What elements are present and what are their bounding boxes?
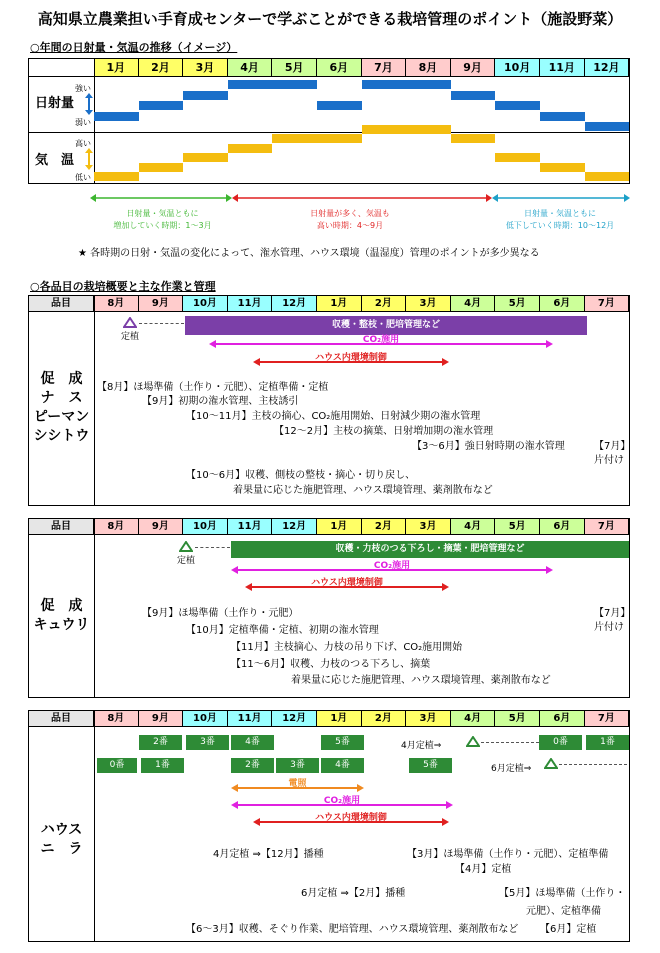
hinmoku-header: 品目: [29, 296, 94, 311]
temp-bar: [317, 134, 362, 143]
temp-bar: [540, 163, 585, 172]
crop1-house-label: ハウス内環境制御: [315, 353, 387, 363]
month-header-cell: 2月: [362, 711, 407, 726]
climate-month-12: 12月: [585, 59, 630, 76]
harvest-cut-box: 5番: [409, 758, 452, 773]
harvest-cut-box: 1番: [586, 735, 629, 750]
crop3-house-label: ハウス内環境制御: [315, 813, 387, 823]
section1-heading: ○年間の日射量・気温の推移（イメージ）: [30, 41, 238, 54]
crop3-co2-label: CO₂施用: [323, 796, 361, 806]
month-header-cell: 1月: [317, 296, 362, 311]
crop3-teishoku-apr: 4月定植⇒: [401, 741, 442, 751]
climate-month-2: 2月: [139, 59, 184, 76]
solar-bar: [362, 80, 407, 89]
climate-month-4: 4月: [228, 59, 273, 76]
month-header-cell: 8月: [94, 711, 139, 726]
month-header-cell: 12月: [272, 711, 317, 726]
crop1-task: 【10～11月】主枝の摘心、CO₂施用開始、日射減少期の潅水管理: [186, 411, 481, 422]
crop2-task: 【10月】定植準備・定植、初期の潅水管理: [186, 625, 379, 636]
temp-bar: [495, 153, 540, 162]
harvest-cut-box: 2番: [139, 735, 182, 750]
climate-month-10: 10月: [495, 59, 540, 76]
month-header-cell: 3月: [406, 296, 451, 311]
crop2-co2-label: CO₂施用: [373, 561, 411, 571]
crop3-task: 元肥）、定植準備: [526, 906, 601, 917]
climate-chart: [28, 58, 630, 184]
crop1-task: 片付け: [594, 455, 624, 466]
harvest-cut-box: 3番: [186, 735, 229, 750]
section2-heading: ○各品目の栽培概要と主な作業と管理: [30, 280, 216, 293]
month-header-cell: 6月: [540, 296, 585, 311]
month-header-cell: 6月: [540, 711, 585, 726]
month-header-cell: 9月: [139, 296, 184, 311]
month-header-cell: 11月: [228, 711, 273, 726]
crop2-harvest-bar: 収穫・力枝のつる下ろし・摘葉・肥培管理など: [231, 541, 629, 558]
crop1-task: 【10～6月】収穫、側枝の整枝・摘心・切り戻し、: [186, 470, 416, 481]
temp-label: 気 温: [35, 153, 75, 168]
month-header-cell: 9月: [139, 711, 184, 726]
period2-text: 日射量が多く、気温も 高い時期：4～9月: [310, 209, 390, 230]
page-title: 高知県立農業担い手育成センターで学ぶことができる栽培管理のポイント（施設野菜）: [37, 10, 623, 28]
climate-month-3: 3月: [183, 59, 228, 76]
month-header-cell: 3月: [406, 519, 451, 534]
crop3-name: ハウス ニ ラ: [40, 822, 83, 857]
climate-month-8: 8月: [406, 59, 451, 76]
crop2-task: 【11月】主枝摘心、力枝の吊り下げ、CO₂施用開始: [231, 642, 463, 653]
crop1-task: 【12～2月】主枝の摘葉、日射増加期の潅水管理: [274, 426, 494, 437]
crop2-name: 促 成 キュウリ: [33, 598, 90, 633]
month-header-cell: 8月: [94, 296, 139, 311]
temp-bar: [406, 125, 451, 134]
crop2-panel: [28, 518, 630, 698]
planting-triangle-icon: [544, 758, 558, 769]
solar-arrow-icon: [85, 93, 93, 115]
harvest-cut-box: 5番: [321, 735, 364, 750]
month-header-cell: 8月: [94, 519, 139, 534]
crop2-task: 【11～6月】収穫、力枝のつる下ろし、摘葉: [231, 659, 431, 670]
planting-triangle-icon: [179, 541, 193, 552]
crop3-denshou-label: 電照: [288, 779, 307, 789]
solar-bar: [183, 91, 228, 100]
month-header-cell: 7月: [585, 519, 630, 534]
crop1-harvest-bar: 収穫・整枝・肥培管理など: [185, 316, 587, 335]
temp-low: 低い: [75, 173, 91, 182]
month-header-cell: 11月: [228, 519, 273, 534]
harvest-cut-box: 2番: [231, 758, 274, 773]
period-arrows: [90, 192, 630, 204]
crop1-task: 【9月】初期の潅水管理、主枝誘引: [142, 396, 299, 407]
temp-bar: [183, 153, 228, 162]
climate-month-7: 7月: [362, 59, 407, 76]
crop2-task: 片付け: [594, 622, 624, 633]
month-header-cell: 4月: [451, 296, 496, 311]
month-header-cell: 4月: [451, 519, 496, 534]
crop1-name: 促 成 ナ ス ピーマン シシトウ: [33, 371, 90, 444]
month-header-cell: 6月: [540, 519, 585, 534]
month-header-cell: 5月: [495, 519, 540, 534]
solar-bar: [585, 122, 630, 131]
month-header-cell: 11月: [228, 296, 273, 311]
crop3-task: 6月定植 ⇒【2月】播種: [301, 888, 406, 899]
month-header-cell: 9月: [139, 519, 184, 534]
hinmoku-header: 品目: [29, 519, 94, 534]
crop2-house-label: ハウス内環境制御: [311, 578, 383, 588]
planting-triangle-icon: [466, 736, 480, 747]
climate-month-1: 1月: [94, 59, 139, 76]
temp-high: 高い: [75, 139, 91, 148]
month-header-cell: 5月: [495, 296, 540, 311]
crop3-task: 【6～3月】収穫、そぐり作業、肥培管理、ハウス環境管理、薬剤散布など: [186, 924, 519, 935]
crop2-teishoku: 定植: [177, 556, 196, 566]
solar-bar: [139, 101, 184, 110]
month-header-cell: 4月: [451, 711, 496, 726]
month-header-cell: 1月: [317, 711, 362, 726]
solar-bar: [451, 91, 496, 100]
crop3-task: 【3月】ほ場準備（土作り・元肥）、定植準備: [407, 849, 609, 860]
temp-bar: [228, 144, 273, 153]
solar-bar: [406, 80, 451, 89]
climate-month-11: 11月: [540, 59, 585, 76]
month-header-cell: 12月: [272, 519, 317, 534]
period3-text: 日射量・気温ともに 低下していく時期：10～12月: [505, 209, 615, 230]
harvest-cut-box: 0番: [97, 758, 137, 773]
crop3-task: 【6月】定植: [540, 924, 597, 935]
crop3-panel: [28, 710, 630, 942]
climate-month-9: 9月: [451, 59, 496, 76]
solar-bar: [317, 101, 362, 110]
planting-triangle-icon: [123, 317, 137, 328]
harvest-cut-box: 4番: [321, 758, 364, 773]
month-header-cell: 5月: [495, 711, 540, 726]
climate-month-6: 6月: [317, 59, 362, 76]
crop2-task: 【9月】ほ場準備（土作り・元肥）: [142, 608, 299, 619]
temp-bar: [272, 134, 317, 143]
solar-bar: [272, 80, 317, 89]
crop1-panel: [28, 295, 630, 506]
solar-label: 日射量: [35, 96, 75, 111]
month-header-cell: 10月: [183, 296, 228, 311]
crop1-task: 【3～6月】強日射時期の潅水管理: [412, 441, 565, 452]
month-header-cell: 1月: [317, 519, 362, 534]
climate-month-5: 5月: [272, 59, 317, 76]
solar-high: 強い: [75, 84, 91, 93]
month-header-cell: 2月: [362, 296, 407, 311]
solar-bar: [495, 101, 540, 110]
month-header-cell: 2月: [362, 519, 407, 534]
climate-note: ★ 各時期の日射・気温の変化によって、潅水管理、ハウス環境（温湿度）管理のポイントが多少異なる: [78, 248, 540, 259]
harvest-cut-box: 0番: [539, 735, 582, 750]
solar-bar: [228, 80, 273, 89]
harvest-cut-box: 1番: [141, 758, 184, 773]
temp-bar: [362, 125, 407, 134]
crop2-task: 着果量に応じた施肥管理、ハウス環境管理、薬剤散布など: [291, 675, 551, 686]
crop1-task: 着果量に応じた施肥管理、ハウス環境管理、薬剤散布など: [233, 485, 493, 496]
month-header-cell: 10月: [183, 711, 228, 726]
temp-arrow-icon: [85, 148, 93, 170]
hinmoku-header: 品目: [29, 711, 94, 726]
crop1-task: 【8月】ほ場準備（土作り・元肥）、定植準備・定植: [97, 382, 329, 393]
solar-bar: [94, 112, 139, 121]
solar-bar: [540, 112, 585, 121]
crop1-task: 【7月】: [594, 441, 631, 452]
temp-bar: [585, 172, 630, 181]
harvest-cut-box: 3番: [276, 758, 319, 773]
harvest-cut-box: 4番: [231, 735, 274, 750]
crop3-task: 4月定植 ⇒【12月】播種: [213, 849, 324, 860]
month-header-cell: 7月: [585, 711, 630, 726]
month-header-cell: 7月: [585, 296, 630, 311]
month-header-cell: 10月: [183, 519, 228, 534]
crop3-task: 【5月】ほ場準備（土作り・: [499, 888, 626, 899]
crop3-teishoku-jun: 6月定植⇒: [491, 764, 532, 774]
month-header-cell: 12月: [272, 296, 317, 311]
month-header-cell: 3月: [406, 711, 451, 726]
temp-bar: [451, 134, 496, 143]
temp-bar: [94, 172, 139, 181]
crop2-task: 【7月】: [594, 608, 631, 619]
crop1-co2-label: CO₂施用: [362, 335, 400, 345]
temp-bar: [139, 163, 184, 172]
crop3-task: 【4月】定植: [455, 864, 512, 875]
period1-text: 日射量・気温ともに 増加していく時期：1～3月: [113, 209, 212, 230]
solar-low: 弱い: [75, 118, 91, 127]
crop1-teishoku: 定植: [121, 332, 140, 342]
